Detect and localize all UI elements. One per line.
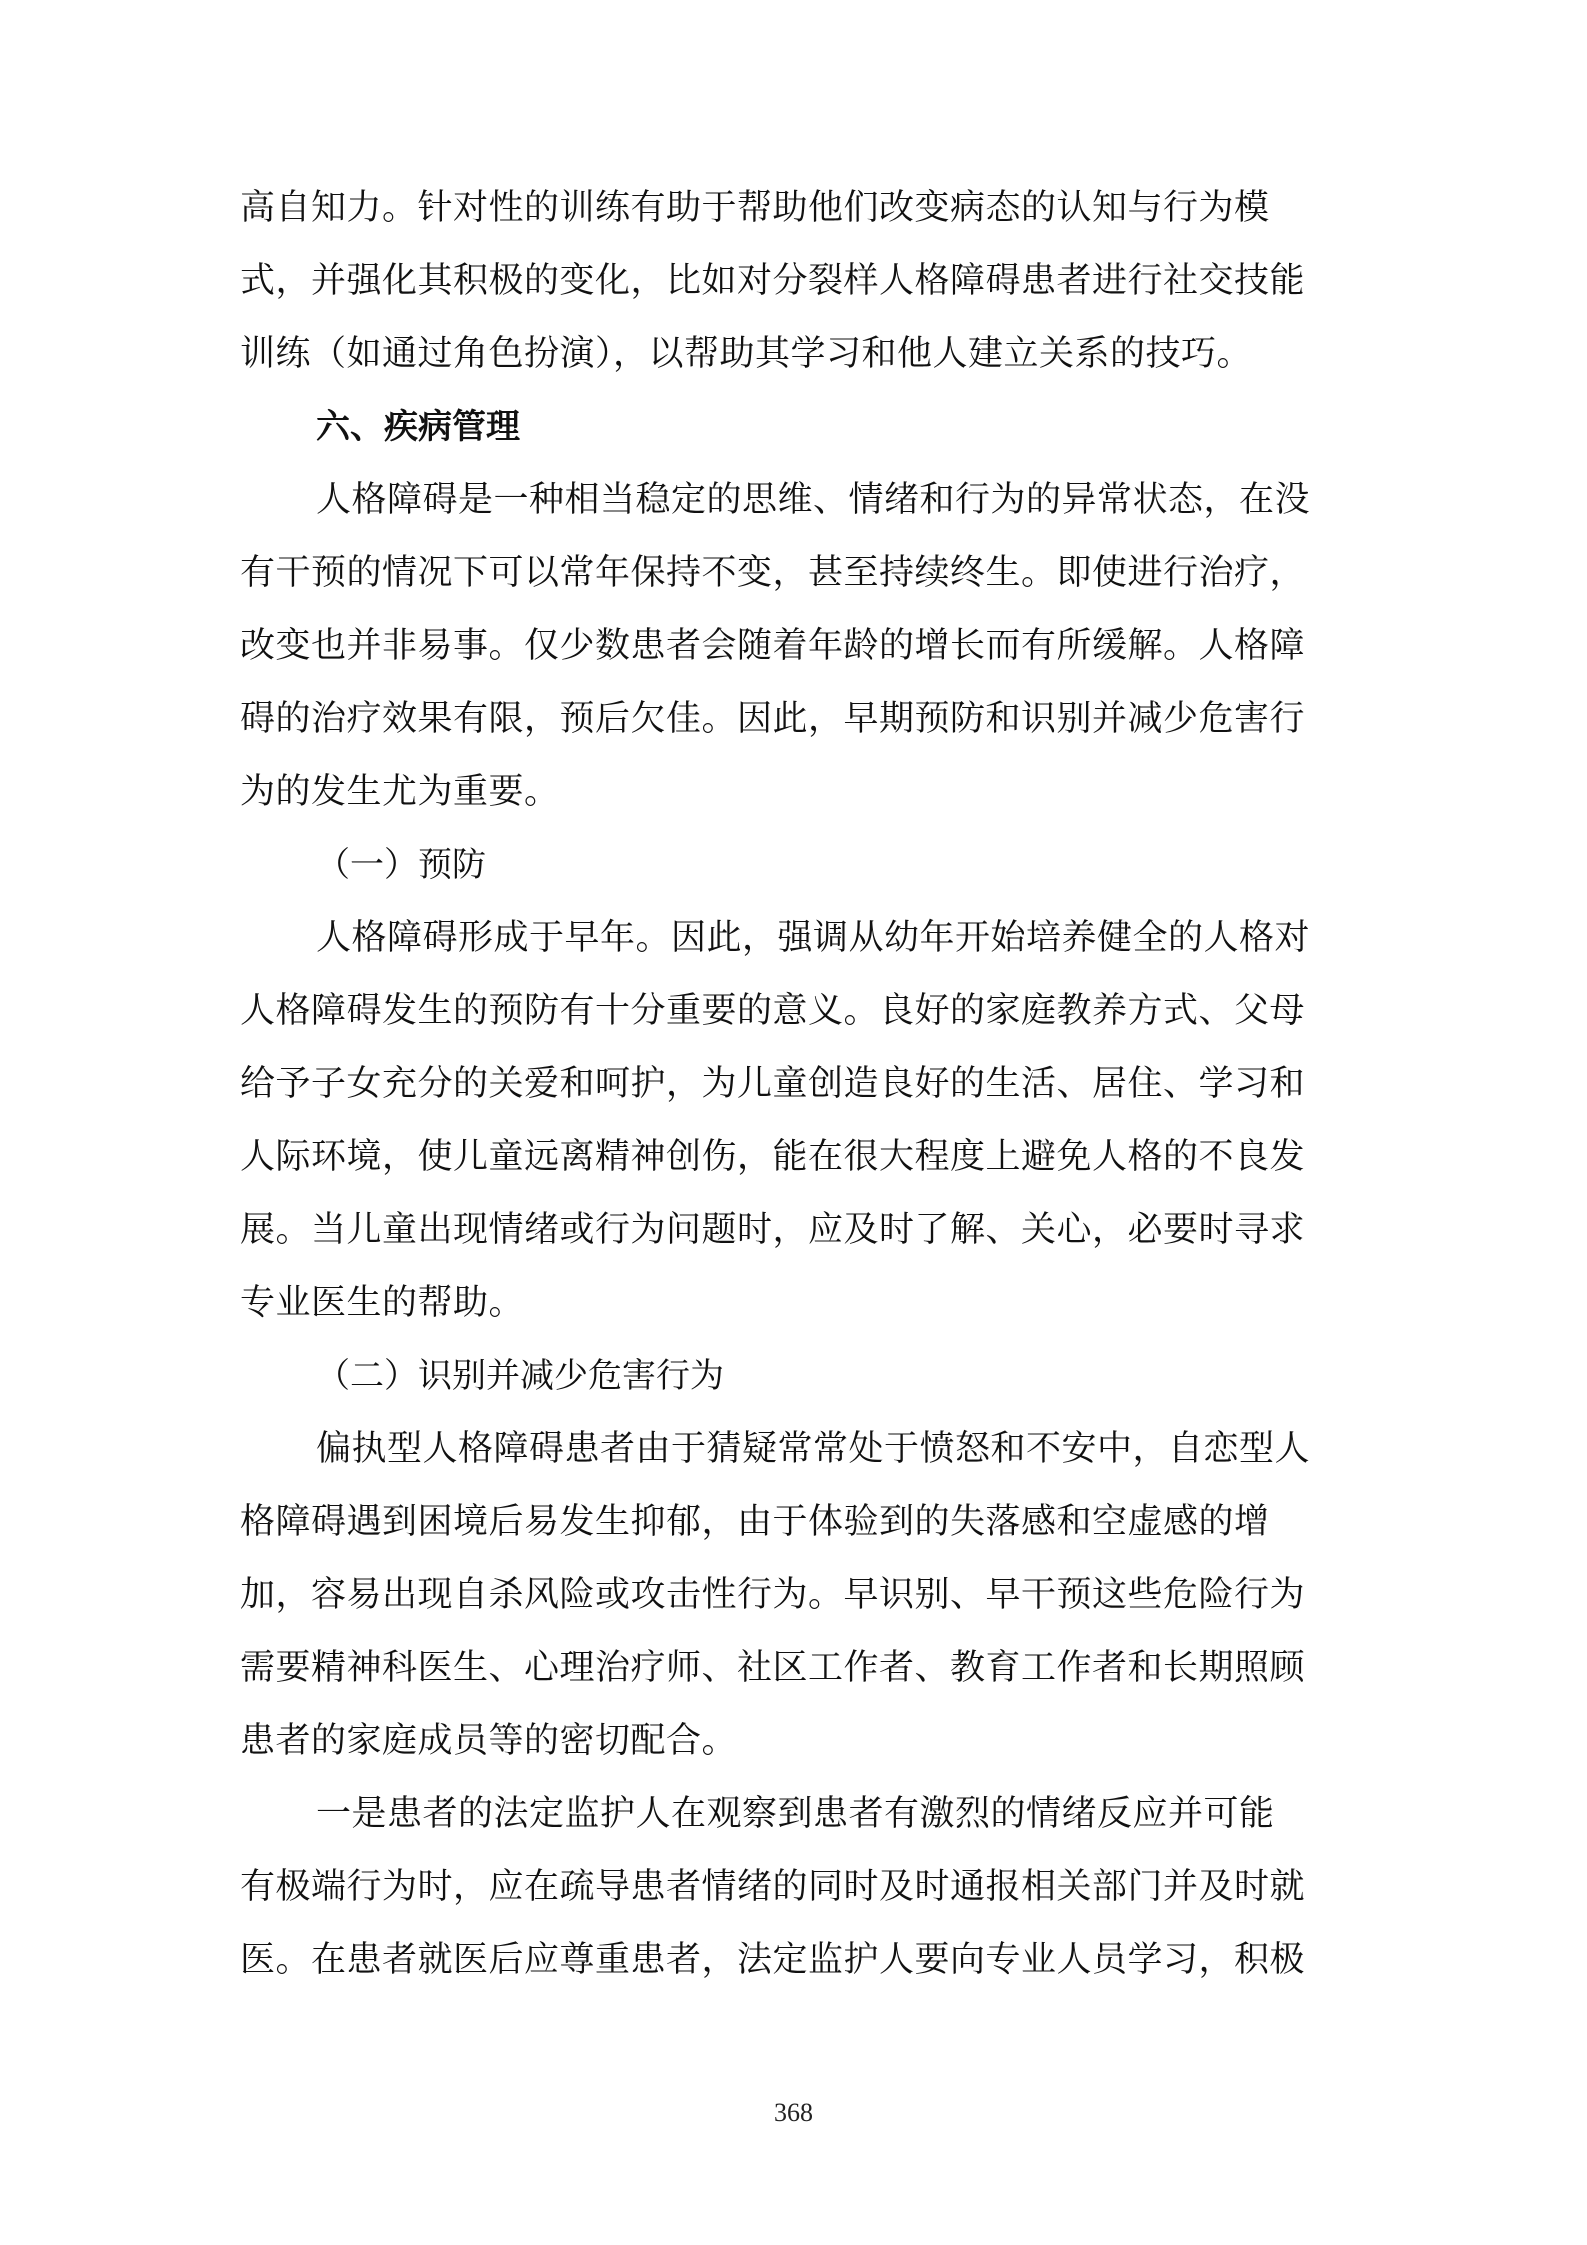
text-line: 有极端行为时，应在疏导患者情绪的同时及时通报相关部门并及时就 <box>240 1867 1306 1907</box>
text-line: 式，并强化其积极的变化，比如对分裂样人格障碍患者进行社交技能 <box>240 261 1306 301</box>
subsection-heading: （二）识别并减少危害行为 <box>316 1356 724 1396</box>
text-line: 患者的家庭成员等的密切配合。 <box>240 1721 738 1761</box>
text-line: 训练（如通过角色扮演），以帮助其学习和他人建立关系的技巧。 <box>240 334 1253 374</box>
text-line: 需要精神科医生、心理治疗师、社区工作者、教育工作者和长期照顾 <box>240 1648 1306 1688</box>
subsection-heading: （一）预防 <box>316 845 486 885</box>
paragraph-first-line: 偏执型人格障碍患者由于猜疑常常处于愤怒和不安中，自恋型人 <box>316 1429 1311 1469</box>
text-line: 专业医生的帮助。 <box>240 1283 525 1323</box>
section-heading: 六、疾病管理 <box>316 407 520 447</box>
page-number: 368 <box>774 2098 813 2127</box>
text-line: 碍的治疗效果有限，预后欠佳。因此，早期预防和识别并减少危害行 <box>240 699 1306 739</box>
text-line: 医。在患者就医后应尊重患者，法定监护人要向专业人员学习，积极 <box>240 1940 1306 1980</box>
text-line: 人格障碍发生的预防有十分重要的意义。良好的家庭教养方式、父母 <box>240 991 1306 1031</box>
paragraph-first-line: 人格障碍是一种相当稳定的思维、情绪和行为的异常状态，在没 <box>316 480 1311 520</box>
text-line: 高自知力。针对性的训练有助于帮助他们改变病态的认知与行为模 <box>240 188 1270 228</box>
text-line: 展。当儿童出现情绪或行为问题时，应及时了解、关心，必要时寻求 <box>240 1210 1306 1250</box>
text-line: 改变也并非易事。仅少数患者会随着年龄的增长而有所缓解。人格障 <box>240 626 1306 666</box>
text-line: 格障碍遇到困境后易发生抑郁，由于体验到的失落感和空虚感的增 <box>240 1502 1270 1542</box>
paragraph-first-line: 一是患者的法定监护人在观察到患者有激烈的情绪反应并可能 <box>316 1794 1275 1834</box>
text-line: 给予子女充分的关爱和呵护，为儿童创造良好的生活、居住、学习和 <box>240 1064 1306 1104</box>
text-line: 加，容易出现自杀风险或攻击性行为。早识别、早干预这些危险行为 <box>240 1575 1306 1615</box>
text-line: 人际环境，使儿童远离精神创伤，能在很大程度上避免人格的不良发 <box>240 1137 1306 1177</box>
text-line: 为的发生尤为重要。 <box>240 772 560 812</box>
text-line: 有干预的情况下可以常年保持不变，甚至持续终生。即使进行治疗， <box>240 553 1306 593</box>
paragraph-first-line: 人格障碍形成于早年。因此，强调从幼年开始培养健全的人格对 <box>316 918 1311 958</box>
